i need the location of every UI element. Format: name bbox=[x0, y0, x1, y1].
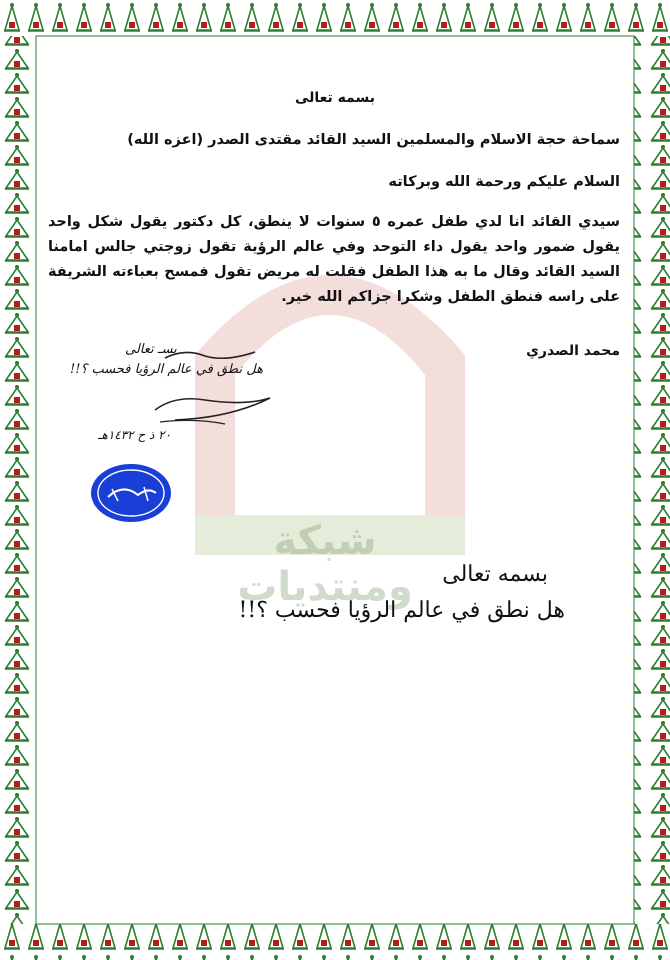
letter-addressee: سماحة حجة الاسلام والمسلمين السيد القائد مقتدى الصدر (اعزه الله) bbox=[127, 132, 620, 148]
handwritten-reply: هل نطق في عالم الرؤيا فحسب ؟!! bbox=[70, 362, 263, 377]
letter-signature: محمد الصدري bbox=[526, 343, 620, 359]
handwritten-reply-strokes bbox=[55, 340, 295, 460]
transcription-heading: بسمه تعالى bbox=[442, 562, 548, 587]
official-seal bbox=[88, 461, 174, 525]
transcription-text: هل نطق في عالم الرؤيا فحسب ؟!! bbox=[238, 598, 565, 623]
watermark-text: شبكة ومنتديات bbox=[237, 518, 413, 610]
letter-body: سيدي القائد انا لدي طفل عمره ٥ سنوات لا ينطق، كل دكتور يقول شكل واحد يقول ضمور واحد يقول داء التوحد وفي عالم الرؤية تقول زوجتي جالس امامنا السيد القائد وقال ما به هذا الطفل فقلت له مريض تقول فمسح بعباءته الشريفة على راسه فنطق الطفل وشكرا جزاكم الله خير. bbox=[48, 214, 620, 305]
letter-page bbox=[40, 40, 630, 920]
handwritten-opening: بسـ تعالى bbox=[125, 342, 177, 357]
letter-greeting: السلام عليكم ورحمة الله وبركاته bbox=[388, 174, 620, 190]
letter-bismillah: بسمه تعالى bbox=[294, 90, 376, 106]
handwritten-date: ٢٠ ذ ح ١٤٣٢هـ bbox=[98, 428, 172, 442]
